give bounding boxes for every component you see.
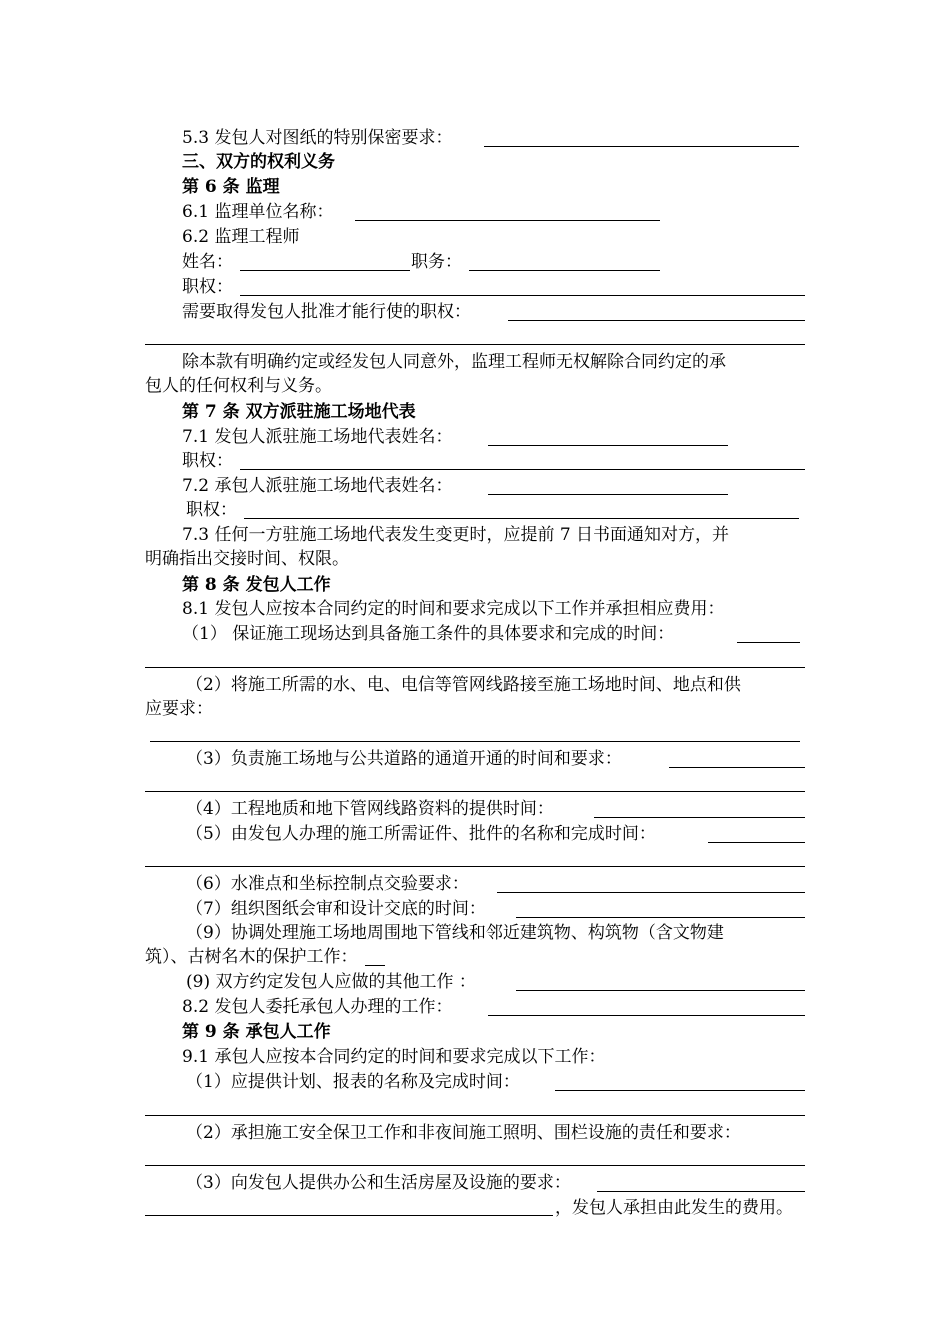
item-9-1-3-tail: ，发包人承担由此发生的费用。 [555, 1198, 793, 1218]
blank-line[interactable] [708, 842, 805, 843]
clause-8-1: 8.1 发包人应按本合同约定的时间和要求完成以下工作并承担相应费用： [182, 599, 725, 619]
article-7-heading: 第 7 条 双方派驻施工场地代表 [182, 402, 416, 422]
blank-line[interactable] [669, 767, 805, 768]
blank-line[interactable] [488, 445, 728, 446]
blank-line[interactable] [145, 1165, 805, 1166]
blank-line[interactable] [150, 741, 800, 742]
item-8-1-9-cont: 筑）、古树名木的保护工作： [145, 947, 358, 967]
blank-line[interactable] [145, 344, 805, 345]
paragraph-6: 除本款有明确约定或经发包人同意外，监理工程师无权解除合同约定的承 [182, 352, 726, 372]
item-8-1-2: （2）将施工所需的水、电、电信等管网线路接至施工场地时间、地点和供 [186, 675, 741, 695]
clause-7-3: 7.3 任何一方驻施工场地代表发生变更时，应提前 7 日书面通知对方，并 [182, 525, 730, 545]
blank-line[interactable] [240, 270, 410, 271]
clause-7-3-cont: 明确指出交接时间、权限。 [145, 549, 349, 569]
authority-label: 职权： [182, 451, 233, 471]
item-8-1-6: （6）水准点和坐标控制点交验要求： [186, 874, 469, 894]
blank-line[interactable] [516, 917, 805, 918]
clause-8-2: 8.2 发包人委托承包人办理的工作： [182, 997, 453, 1017]
blank-line[interactable] [145, 667, 805, 668]
blank-line[interactable] [365, 965, 385, 966]
blank-line[interactable] [497, 892, 805, 893]
article-9-heading: 第 9 条 承包人工作 [182, 1022, 331, 1042]
clause-7-1: 7.1 发包人派驻施工场地代表姓名： [182, 427, 453, 447]
name-label: 姓名： [182, 252, 233, 272]
blank-line[interactable] [737, 642, 800, 643]
blank-line[interactable] [516, 990, 805, 991]
item-8-1-other: (9) 双方约定发包人应做的其他工作 ： [186, 972, 476, 992]
item-8-1-3: （3）负责施工场地与公共道路的通道开通的时间和要求： [186, 749, 622, 769]
clause-6-1: 6.1 监理单位名称： [182, 202, 334, 222]
post-label: 职务： [411, 252, 462, 272]
paragraph-6-cont: 包人的任何权利与义务。 [145, 376, 332, 396]
blank-line[interactable] [488, 494, 728, 495]
blank-line[interactable] [469, 270, 660, 271]
item-8-1-1: （1） 保证施工现场达到具备施工条件的具体要求和完成的时间： [182, 624, 675, 644]
clause-9-1: 9.1 承包人应按本合同约定的时间和要求完成以下工作： [182, 1047, 606, 1067]
item-8-1-9: （9）协调处理施工场地周围地下管线和邻近建筑物、构筑物（含文物建 [186, 923, 724, 943]
blank-line[interactable] [145, 1215, 553, 1216]
blank-line[interactable] [594, 817, 805, 818]
item-8-1-4: （4）工程地质和地下管网线路资料的提供时间： [186, 799, 554, 819]
blank-line[interactable] [145, 1115, 805, 1116]
clause-6-2: 6.2 监理工程师 [182, 227, 300, 247]
authority-label: 职权： [182, 277, 233, 297]
item-9-1-1: （1）应提供计划、报表的名称及完成时间： [186, 1072, 520, 1092]
article-8-heading: 第 8 条 发包人工作 [182, 575, 331, 595]
item-8-1-7: （7）组织图纸会审和设计交底的时间： [186, 899, 486, 919]
item-8-1-2-cont: 应要求： [145, 699, 213, 719]
blank-line[interactable] [488, 1015, 805, 1016]
blank-line[interactable] [555, 1090, 805, 1091]
blank-line[interactable] [244, 518, 799, 519]
blank-line[interactable] [484, 146, 799, 147]
item-9-1-2: （2）承担施工安全保卫工作和非夜间施工照明、围栏设施的责任和要求： [186, 1123, 741, 1143]
item-9-1-3: （3）向发包人提供办公和生活房屋及设施的要求： [186, 1173, 571, 1193]
approval-authority-label: 需要取得发包人批准才能行使的职权： [182, 302, 471, 322]
authority-label: 职权： [186, 500, 237, 520]
blank-line[interactable] [240, 469, 805, 470]
section-heading-3: 三、双方的权利义务 [182, 152, 335, 172]
item-8-1-5: （5）由发包人办理的施工所需证件、批件的名称和完成时间： [186, 824, 656, 844]
blank-line[interactable] [240, 295, 805, 296]
article-6-heading: 第 6 条 监理 [182, 177, 280, 197]
blank-line[interactable] [597, 1191, 805, 1192]
clause-7-2: 7.2 承包人派驻施工场地代表姓名： [182, 476, 453, 496]
blank-line[interactable] [508, 320, 805, 321]
blank-line[interactable] [355, 220, 660, 221]
blank-line[interactable] [145, 791, 805, 792]
clause-5-3: 5.3 发包人对图纸的特别保密要求： [182, 128, 453, 148]
blank-line[interactable] [145, 866, 805, 867]
